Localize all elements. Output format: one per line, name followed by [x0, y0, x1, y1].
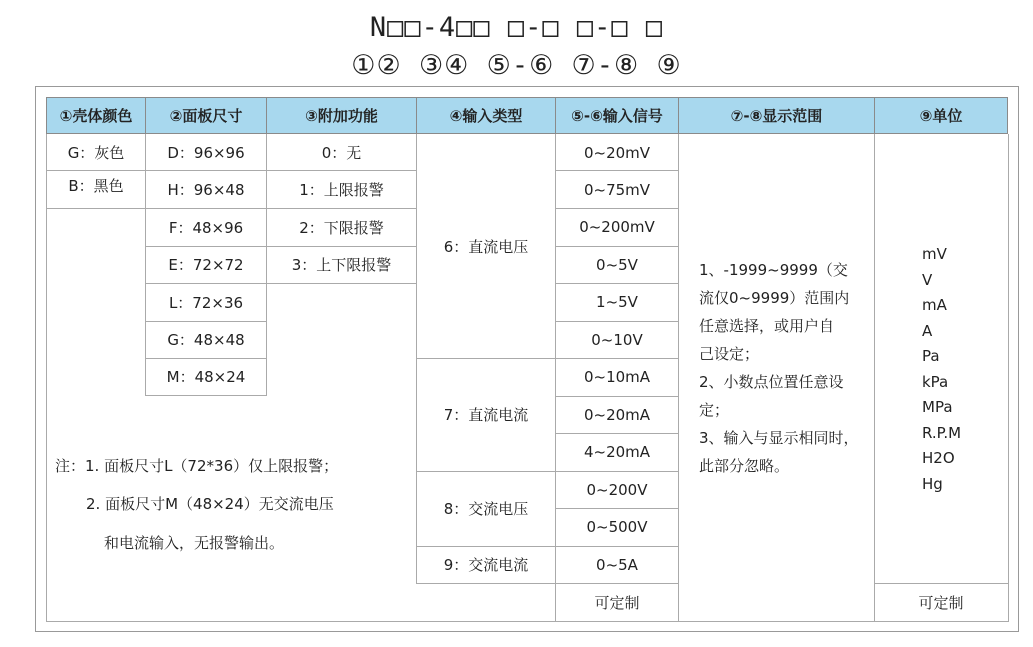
signal-item: 0~5A: [596, 555, 638, 574]
signal-item: 0~10mA: [583, 368, 651, 386]
display-range-line: 2、小数点位置任意设: [699, 373, 844, 391]
header-shell-color: ①壳体颜色: [46, 97, 146, 134]
signal-item: 0~10V: [591, 330, 643, 349]
panel-size-item: H：96×48: [167, 181, 245, 199]
signal-item: 1~5V: [596, 293, 638, 311]
header-function: ③附加功能: [266, 97, 417, 134]
header-input-type: ④输入类型: [416, 97, 556, 134]
display-range-line: 己设定；: [699, 345, 760, 363]
unit-item: mV: [922, 245, 947, 263]
note-line-1: 注：1. 面板尺寸L（72*36）仅上限报警；: [55, 457, 339, 475]
signal-item: 0~200mV: [579, 218, 655, 236]
input-type-item: 8：交流电压: [443, 500, 529, 518]
signal-custom: 可定制: [594, 593, 640, 612]
shell-color-item: B：黑色: [68, 176, 124, 195]
signal-item: 0~500V: [586, 518, 648, 536]
function-item: 0：无: [321, 144, 362, 162]
unit-item: kPa: [922, 372, 949, 391]
signal-item: 0~200V: [586, 480, 648, 499]
unit-item: MPa: [922, 398, 953, 416]
panel-size-item: L：72×36: [168, 293, 244, 312]
display-range-text: [699, 256, 869, 480]
signal-item: 0~20mA: [583, 405, 651, 424]
input-type-item: 7：直流电流: [443, 406, 529, 424]
shell-color-item: G：灰色: [67, 143, 125, 162]
panel-size-item: F：48×96: [168, 218, 244, 237]
panel-size-item: G：48×48: [167, 331, 245, 349]
panel-size-item: E：72×72: [168, 256, 244, 274]
function-item: 2：下限报警: [299, 218, 384, 237]
unit-item: V: [922, 270, 933, 289]
header-panel-size: ②面板尺寸: [145, 97, 267, 134]
unit-list: [922, 242, 1002, 497]
display-range-line: 定；: [699, 401, 730, 419]
input-type-item: 6：直流电压: [443, 237, 529, 256]
model-code: N□□-4□□ □-□ □-□ □: [369, 12, 664, 43]
model-code-indices: ①② ③④ ⑤-⑥ ⑦-⑧ ⑨: [351, 50, 682, 81]
signal-item: 0~5V: [596, 255, 638, 274]
note-line-3: 和电流输入，无报警输出。: [104, 534, 285, 552]
function-item: 3：上下限报警: [291, 256, 392, 274]
panel-size-item: M：48×24: [166, 368, 246, 386]
unit-item: H2O: [922, 449, 955, 467]
unit-item: Pa: [922, 347, 940, 365]
unit-custom: 可定制: [918, 593, 964, 612]
display-range-line: 任意选择，或用户自: [699, 317, 835, 335]
unit-item: A: [922, 321, 933, 340]
unit-item: mA: [922, 296, 947, 314]
display-range-line: 1、-1999~9999（交: [699, 261, 848, 279]
signal-item: 0~75mV: [583, 180, 651, 199]
header-input-signal: ⑤-⑥输入信号: [555, 97, 679, 134]
unit-item: R.P.M: [922, 423, 962, 442]
display-range-line: 流仅0~9999）范围内: [699, 289, 850, 307]
unit-item: Hg: [922, 474, 943, 493]
display-range-line: 3、输入与显示相同时，: [699, 429, 859, 447]
header-unit: ⑨单位: [874, 97, 1008, 134]
header-display-range: ⑦-⑧显示范围: [678, 97, 875, 134]
panel-size-item: D：96×96: [167, 144, 245, 162]
note-line-2: 2. 面板尺寸M（48×24）无交流电压: [86, 495, 334, 513]
function-item: 1：上限报警: [299, 181, 384, 199]
input-type-item: 9：交流电流: [443, 556, 529, 574]
signal-item: 4~20mA: [583, 443, 651, 461]
display-range-line: 此部分忽略。: [699, 457, 790, 475]
signal-item: 0~20mV: [583, 143, 651, 162]
